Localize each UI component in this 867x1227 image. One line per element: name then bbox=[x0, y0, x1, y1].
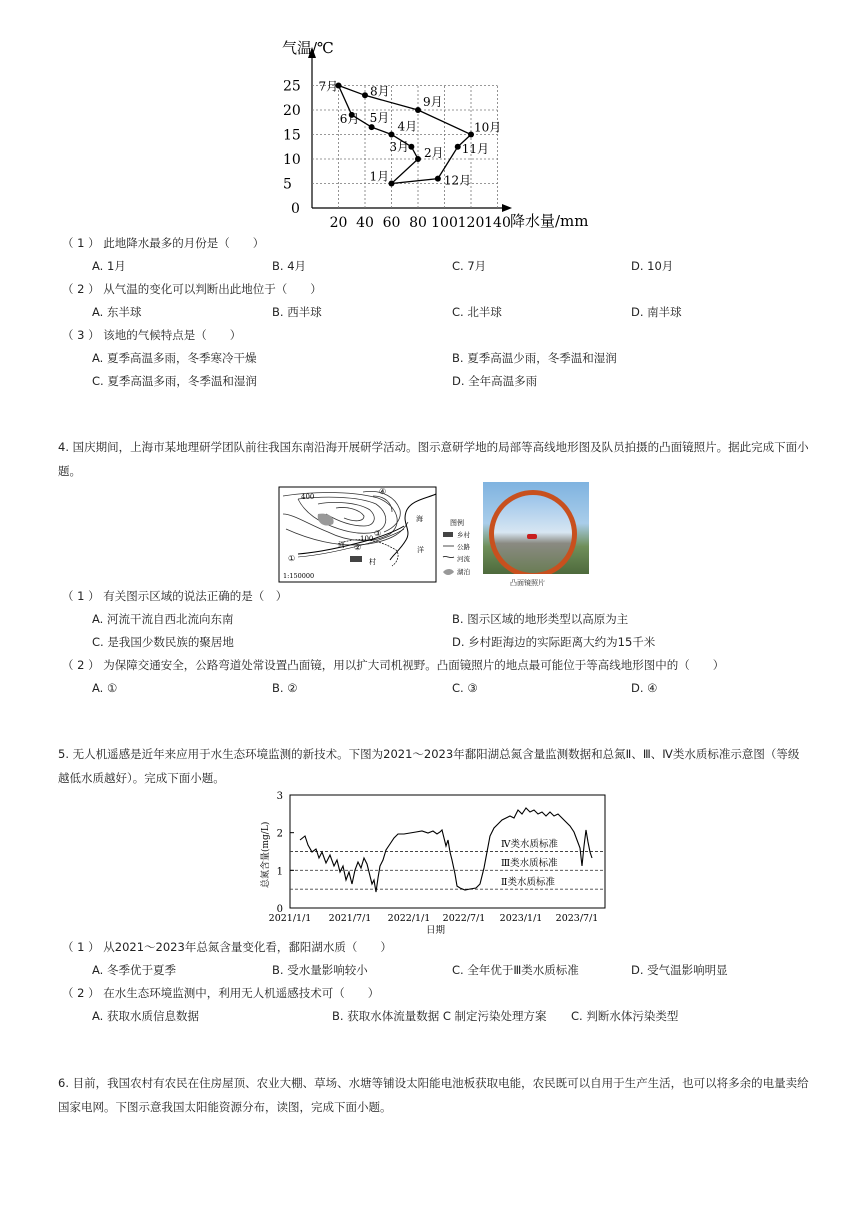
legend-lake: 湖泊 bbox=[457, 568, 470, 576]
point-label: 5月 bbox=[369, 111, 390, 126]
ref-label-iii: Ⅲ类水质标准 bbox=[501, 858, 558, 869]
q3-2-option-d[interactable]: D. 南半球 bbox=[631, 305, 682, 319]
y-axis-label: 气温/℃ bbox=[282, 39, 334, 57]
x-tick-label: 2021/1/1 bbox=[268, 913, 312, 924]
data-point bbox=[408, 144, 414, 150]
mark-1: ① bbox=[288, 554, 296, 563]
sea-label-2: 洋 bbox=[417, 546, 424, 554]
q5-1-option-d[interactable]: D. 受气温影响明显 bbox=[631, 963, 728, 977]
x-axis-arrow bbox=[502, 204, 512, 212]
q3-2-option-c[interactable]: C. 北半球 bbox=[452, 305, 502, 319]
data-point bbox=[389, 132, 395, 138]
point-label: 2月 bbox=[424, 146, 444, 160]
q4-2-option-c[interactable]: C. ③ bbox=[452, 681, 478, 695]
point-label: 1月 bbox=[369, 169, 390, 184]
data-point bbox=[435, 176, 441, 182]
q3-1-option-a[interactable]: A. 1月 bbox=[92, 259, 126, 273]
x-tick-label: 20 bbox=[329, 215, 348, 231]
q3-1-option-b[interactable]: B. 4月 bbox=[272, 259, 307, 273]
q6-stem-line2: 国家电网。下图示意我国太阳能资源分布，读图，完成下面小题。 bbox=[58, 1100, 392, 1114]
q4-1-option-c[interactable]: C. 是我国少数民族的聚居地 bbox=[92, 635, 234, 649]
x-tick-label: 100 bbox=[431, 215, 458, 231]
contour-map bbox=[278, 484, 478, 584]
mark-3: ③ bbox=[374, 529, 382, 538]
q3-1-option-c[interactable]: C. 7月 bbox=[452, 259, 487, 273]
point-label: 9月 bbox=[423, 95, 443, 109]
mirror-car bbox=[527, 534, 537, 539]
photo-caption: 凸面镜照片 bbox=[510, 579, 545, 587]
y-tick-label: 5 bbox=[283, 176, 292, 193]
q5-1-option-b[interactable]: B. 受水量影响较小 bbox=[272, 963, 368, 977]
q3-3-question: （ 3 ） 该地的气候特点是（ ） bbox=[62, 328, 242, 342]
q5-1-option-a[interactable]: A. 冬季优于夏季 bbox=[92, 963, 176, 977]
x-tick-label: 40 bbox=[356, 215, 374, 231]
q4-2-option-a[interactable]: A. ① bbox=[92, 681, 118, 695]
q6-stem-line1: 6. 目前，我国农村有农民在住房屋顶、农业大棚、草场、水塘等铺设太阳能电池板获取电能，农民既可以自用于生产生活，也可以将多余的电量卖给 bbox=[58, 1076, 809, 1090]
q3-3-option-b[interactable]: B. 夏季高温少雨，冬季温和湿润 bbox=[452, 351, 617, 365]
point-label: 12月 bbox=[443, 173, 472, 188]
y-tick-label: 2 bbox=[276, 828, 283, 840]
q3-1-question: （ 1 ） 此地降水最多的月份是（ ） bbox=[62, 236, 265, 250]
q5-2-option-c[interactable]: C. 判断水体污染类型 bbox=[571, 1009, 679, 1023]
x-tick-label: 80 bbox=[409, 215, 427, 231]
q5-2-option-a[interactable]: A. 获取水质信息数据 bbox=[92, 1009, 199, 1023]
q5-2-question: （ 2 ） 在水生态环境监测中，利用无人机遥感技术可（ ） bbox=[62, 986, 380, 1000]
q3-1-option-d[interactable]: D. 10月 bbox=[631, 259, 674, 273]
data-point bbox=[389, 181, 395, 187]
y-tick-label: 15 bbox=[283, 127, 301, 144]
y-tick-label: 10 bbox=[283, 152, 301, 168]
q3-3-option-d[interactable]: D. 全年高温多雨 bbox=[452, 374, 538, 388]
q5-stem-line1: 5. 无人机遥感是近年来应用于水生态环境监测的新技术。下图为2021～2023年鄱阳湖总氮含量监测数据和总氮Ⅱ、Ⅲ、Ⅳ类水质标准示意图（等级 bbox=[58, 747, 800, 761]
point-label: 11月 bbox=[461, 141, 490, 156]
y-axis-label: 总氮含量(mg/L) bbox=[261, 821, 271, 888]
point-label: 8月 bbox=[370, 84, 390, 99]
y-tick-label: 25 bbox=[283, 78, 301, 95]
q4-1-option-b[interactable]: B. 图示区域的地形类型以高原为主 bbox=[452, 612, 629, 626]
origin-label: 0 bbox=[291, 201, 300, 217]
x-tick-label: 2023/1/1 bbox=[499, 913, 543, 924]
mark-2: ② bbox=[354, 543, 362, 552]
q4-2-option-b[interactable]: B. ② bbox=[272, 681, 298, 695]
q4-stem-line2: 题。 bbox=[58, 464, 81, 478]
q3-3-option-c[interactable]: C. 夏季高温多雨，冬季温和湿润 bbox=[92, 374, 257, 388]
data-point bbox=[415, 107, 421, 113]
point-label: 6月 bbox=[339, 111, 360, 126]
q4-1-option-d[interactable]: D. 乡村距海边的实际距离大约为15千米 bbox=[452, 635, 656, 649]
x-tick-label: 2021/7/1 bbox=[328, 913, 372, 924]
contour-400-label: 400 bbox=[301, 493, 315, 501]
village-label: 村 bbox=[369, 558, 376, 566]
x-tick-label: 2022/7/1 bbox=[442, 913, 486, 924]
river-label: 河 bbox=[338, 541, 345, 549]
map-scale: 1:150000 bbox=[283, 572, 315, 580]
point-label: 4月 bbox=[397, 119, 418, 134]
legend-title: 图例 bbox=[450, 519, 464, 527]
sea-label-1: 海 bbox=[416, 515, 423, 523]
y-tick-label: 0 bbox=[276, 904, 283, 915]
q3-2-option-a[interactable]: A. 东半球 bbox=[92, 305, 142, 319]
village-marker bbox=[350, 556, 362, 562]
q5-2-option-b[interactable]: B. 获取水体流量数据 C 制定污染处理方案 bbox=[332, 1009, 547, 1023]
q3-2-question: （ 2 ） 从气温的变化可以判断出此地位于（ ） bbox=[62, 282, 322, 296]
point-label: 7月 bbox=[318, 79, 339, 94]
mark-4: ④ bbox=[379, 487, 387, 496]
y-tick-label: 1 bbox=[276, 866, 283, 878]
y-tick-label: 20 bbox=[283, 103, 301, 119]
contour-100-label: 100 bbox=[360, 535, 374, 543]
data-point bbox=[455, 144, 461, 150]
q3-3-option-a[interactable]: A. 夏季高温多雨，冬季寒冷干燥 bbox=[92, 351, 257, 365]
nitrogen-chart bbox=[255, 788, 615, 938]
legend-river: 河流 bbox=[457, 555, 470, 563]
point-label: 3月 bbox=[389, 139, 410, 154]
y-tick-label: 3 bbox=[276, 791, 283, 802]
ref-label-ii: Ⅱ类水质标准 bbox=[501, 877, 555, 888]
q4-2-option-d[interactable]: D. ④ bbox=[631, 681, 658, 695]
x-tick-label: 60 bbox=[382, 215, 401, 231]
x-tick-label: 2023/7/1 bbox=[555, 913, 599, 924]
ref-label-iv: Ⅳ类水质标准 bbox=[501, 839, 558, 850]
legend-village: 乡村 bbox=[457, 531, 470, 539]
mirror-frame bbox=[489, 490, 577, 574]
x-tick-label: 2022/1/1 bbox=[387, 913, 431, 924]
reference-lines bbox=[290, 852, 605, 890]
point-label: 10月 bbox=[474, 120, 502, 135]
q5-1-question: （ 1 ） 从2021～2023年总氮含量变化看，鄱阳湖水质（ ） bbox=[62, 940, 392, 954]
climate-chart bbox=[270, 35, 600, 235]
x-axis-label: 日期 bbox=[426, 925, 446, 936]
q4-2-question: （ 2 ） 为保障交通安全，公路弯道处常设置凸面镜，用以扩大司机视野。凸面镜照片的地点最可能位于等高线地形图中的（ ） bbox=[62, 658, 725, 672]
q3-2-option-b[interactable]: B. 西半球 bbox=[272, 305, 322, 319]
legend-road: 公路 bbox=[457, 543, 470, 551]
x-axis-label: 降水量/mm bbox=[510, 212, 589, 230]
q5-1-option-c[interactable]: C. 全年优于Ⅲ类水质标准 bbox=[452, 963, 579, 977]
q4-stem-line1: 4. 国庆期间，上海市某地理研学团队前往我国东南沿海开展研学活动。图示意研学地的局部等高线地形图及队员拍摄的凸面镜照片。据此完成下面小 bbox=[58, 440, 809, 454]
mirror-photo bbox=[483, 482, 589, 574]
x-tick-label: 140 bbox=[484, 215, 511, 231]
q4-1-option-a[interactable]: A. 河流干流自西北流向东南 bbox=[92, 612, 234, 626]
q4-1-question: （ 1 ） 有关图示区域的说法正确的是（ ） bbox=[62, 589, 288, 603]
q5-stem-line2: 越低水质越好）。完成下面小题。 bbox=[58, 771, 225, 785]
series-marks bbox=[319, 80, 502, 188]
data-point bbox=[362, 92, 368, 98]
x-tick-label: 120 bbox=[457, 215, 485, 231]
data-point bbox=[415, 156, 421, 162]
